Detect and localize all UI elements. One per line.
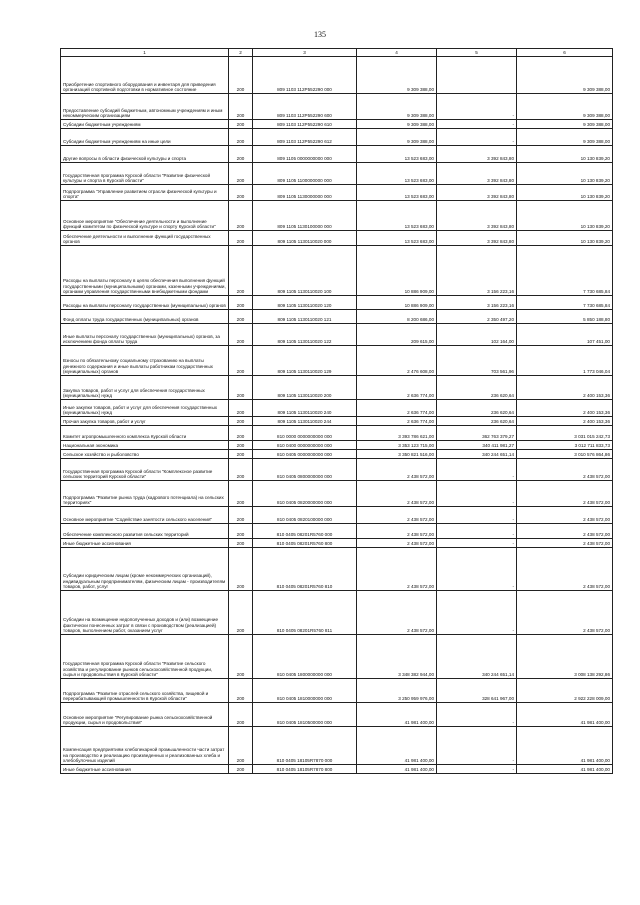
row-amount-approved-cell: 2 438 572,00	[357, 459, 437, 481]
row-name-cell: Взносы по обязательному социальному страхованию на выплаты денежного содержания и иные выплаты работникам государственных (муниципальных) органов	[61, 346, 229, 376]
row-name-cell: Субсидии юридическим лицам (кроме некоммерческих организаций), индивидуальным предпринимателям, физическим лицам - производителям товаров, работ, услуг	[61, 548, 229, 591]
row-name-cell: Обеспечение комплексного развития сельских территорий	[61, 524, 229, 539]
row-budget-code-cell: 809 1105 1130000000 000	[253, 185, 357, 201]
row-name-cell: Субсидии на возмещение недополученных доходов и (или) возмещение фактически понесенных затрат в связи с производством (реализацией) товаров, выполнением работ, оказанием услуг	[61, 591, 229, 635]
row-amount-approved-cell: 41 981 400,00	[357, 727, 437, 765]
row-amount-executed-cell: -	[437, 459, 517, 481]
col-header-3: 3	[253, 49, 357, 57]
row-column-2-cell: 200	[229, 591, 253, 635]
row-amount-executed-cell: 3 392 843,80	[437, 185, 517, 201]
row-budget-code-cell: 810 0405 08201R5760 800	[253, 539, 357, 548]
row-budget-code-cell: 810 0405 1810000000 000	[253, 679, 357, 703]
row-budget-code-cell: 810 0405 18105R7870 000	[253, 727, 357, 765]
row-amount-approved-cell: 41 981 400,00	[357, 765, 437, 774]
row-amount-executed-cell	[437, 57, 517, 94]
row-name-cell: Национальная экономика	[61, 441, 229, 450]
table-row	[61, 591, 613, 635]
row-budget-code-cell: 810 0405 0000000000 000	[253, 450, 357, 459]
row-name-cell: Компенсация предприятиям хлебопекарной промышленности части затрат на производство и реализацию произведенных и реализованных хлеба и хлебобулочных изделий	[61, 727, 229, 765]
row-budget-code-cell: 809 1105 1130110020 240	[253, 400, 357, 417]
row-amount-approved-cell: 2 636 774,00	[357, 400, 437, 417]
row-column-2-cell: 200	[229, 679, 253, 703]
row-name-cell: Иные закупки товаров, работ и услуг для обеспечения государственных (муниципальных) нужд	[61, 400, 229, 417]
row-budget-code-cell: 810 0405 1800000000 000	[253, 635, 357, 679]
row-amount-remaining-cell: 3 008 138 292,86	[517, 635, 613, 679]
row-amount-approved-cell: 209 615,00	[357, 324, 437, 346]
row-amount-executed-cell: -	[437, 129, 517, 146]
table-row	[61, 120, 613, 129]
row-name-cell: Обеспечение деятельности и выполнение функций государственных органов	[61, 231, 229, 246]
budget-table	[60, 48, 613, 774]
row-amount-executed-cell: 102 164,00	[437, 324, 517, 346]
row-name-cell: Иные бюджетные ассигнования	[61, 539, 229, 548]
row-amount-remaining-cell: 2 438 572,00	[517, 481, 613, 507]
row-budget-code-cell: 809 1103 112P552290 612	[253, 129, 357, 146]
row-column-2-cell: 200	[229, 231, 253, 246]
row-column-2-cell: 200	[229, 201, 253, 231]
row-amount-remaining-cell: 41 981 400,00	[517, 703, 613, 727]
row-column-2-cell: 200	[229, 441, 253, 450]
row-name-cell: Расходы на выплаты персоналу государственных (муниципальных) органов	[61, 296, 229, 310]
row-column-2-cell: 200	[229, 524, 253, 539]
row-amount-executed-cell: -	[437, 524, 517, 539]
table-row	[61, 426, 613, 441]
row-amount-executed-cell: 3 156 223,16	[437, 246, 517, 296]
table-row	[61, 727, 613, 765]
row-amount-approved-cell: 3 353 123 715,00	[357, 441, 437, 450]
row-amount-executed-cell: 340 411 981,27	[437, 441, 517, 450]
row-amount-remaining-cell: 1 773 046,04	[517, 346, 613, 376]
row-amount-approved-cell: 41 981 400,00	[357, 703, 437, 727]
row-amount-approved-cell: 2 636 774,00	[357, 376, 437, 400]
row-budget-code-cell: 810 0405 1810500000 000	[253, 703, 357, 727]
row-amount-executed-cell: 3 392 843,80	[437, 163, 517, 185]
row-budget-code-cell: 809 1105 1100000000 000	[253, 163, 357, 185]
row-column-2-cell: 200	[229, 296, 253, 310]
row-amount-executed-cell: -	[437, 481, 517, 507]
row-amount-approved-cell: 13 523 683,00	[357, 163, 437, 185]
row-name-cell: Подпрограмма "Развитие отраслей сельского хозяйства, пищевой и перерабатывающей промышленности в Курской области"	[61, 679, 229, 703]
table-row	[61, 310, 613, 324]
row-budget-code-cell: 809 1103 112P552290 000	[253, 57, 357, 94]
row-name-cell: Расходы на выплаты персоналу в целях обеспечения выполнения функций государственными (муниципальными) органами, казенными учреждениями, органами управления государственными внебюджетными фондами	[61, 246, 229, 296]
row-column-2-cell: 200	[229, 426, 253, 441]
row-name-cell: Комитет агропромышленного комплекса Курской области	[61, 426, 229, 441]
row-amount-executed-cell: -	[437, 703, 517, 727]
row-budget-code-cell: 809 1105 1130110020 200	[253, 376, 357, 400]
row-amount-executed-cell: 3 392 843,80	[437, 146, 517, 163]
table-row	[61, 400, 613, 417]
row-name-cell: Государственная программа Курской области "Развитие сельского хозяйства и регулирование рынков сельскохозяйственной продукции, сырья и продовольствия в Курской области"	[61, 635, 229, 679]
row-amount-executed-cell: -	[437, 548, 517, 591]
row-amount-executed-cell: -	[437, 94, 517, 120]
row-column-2-cell: 200	[229, 727, 253, 765]
row-amount-approved-cell: 9 309 388,00	[357, 57, 437, 94]
row-amount-remaining-cell: 41 981 400,00	[517, 765, 613, 774]
row-budget-code-cell: 809 1105 1130110020 121	[253, 310, 357, 324]
row-amount-executed-cell: -	[437, 507, 517, 524]
row-column-2-cell: 200	[229, 94, 253, 120]
row-column-2-cell: 200	[229, 481, 253, 507]
row-budget-code-cell: 810 0405 08201R5760 811	[253, 591, 357, 635]
row-column-2-cell: 200	[229, 703, 253, 727]
table-row	[61, 703, 613, 727]
row-name-cell: Сельское хозяйство и рыболовство	[61, 450, 229, 459]
row-amount-executed-cell: 3 392 843,80	[437, 201, 517, 231]
row-budget-code-cell: 809 1105 0000000000 000	[253, 146, 357, 163]
row-amount-remaining-cell: 7 730 685,84	[517, 246, 613, 296]
row-amount-remaining-cell: 3 010 576 864,86	[517, 450, 613, 459]
row-amount-remaining-cell: 5 850 188,80	[517, 310, 613, 324]
row-amount-remaining-cell: 2 400 153,36	[517, 376, 613, 400]
row-column-2-cell: 200	[229, 765, 253, 774]
row-column-2-cell: 200	[229, 163, 253, 185]
row-amount-approved-cell: 3 250 959 976,00	[357, 679, 437, 703]
row-budget-code-cell: 809 1105 1130110020 120	[253, 296, 357, 310]
row-budget-code-cell: 810 0000 0000000000 000	[253, 426, 357, 441]
row-amount-approved-cell: 13 523 683,00	[357, 201, 437, 231]
row-amount-executed-cell: -	[437, 539, 517, 548]
row-amount-remaining-cell: 7 730 685,84	[517, 296, 613, 310]
row-amount-approved-cell: 2 438 572,00	[357, 524, 437, 539]
table-row	[61, 539, 613, 548]
row-budget-code-cell: 809 1105 1130100000 000	[253, 201, 357, 231]
table-row	[61, 146, 613, 163]
table-row	[61, 296, 613, 310]
table-row	[61, 231, 613, 246]
row-amount-executed-cell: 362 763 379,27	[437, 426, 517, 441]
row-amount-remaining-cell: 2 438 572,00	[517, 539, 613, 548]
row-name-cell: Основное мероприятие "Регулирование рынка сельскохозяйственной продукции, сырья и продовольствия"	[61, 703, 229, 727]
row-amount-approved-cell: 10 886 909,00	[357, 296, 437, 310]
row-amount-approved-cell: 3 348 382 944,00	[357, 635, 437, 679]
row-column-2-cell: 200	[229, 635, 253, 679]
row-amount-approved-cell: 9 309 388,00	[357, 129, 437, 146]
row-column-2-cell: 200	[229, 57, 253, 94]
row-name-cell: Основное мероприятие "Содействие занятости сельского населения"	[61, 507, 229, 524]
row-amount-executed-cell: 3 156 223,16	[437, 296, 517, 310]
row-budget-code-cell: 809 1105 1130110020 129	[253, 346, 357, 376]
table-row	[61, 635, 613, 679]
row-amount-executed-cell: 236 620,64	[437, 376, 517, 400]
row-column-2-cell: 200	[229, 246, 253, 296]
row-amount-remaining-cell: 9 309 388,00	[517, 129, 613, 146]
row-budget-code-cell: 809 1103 112P552290 600	[253, 94, 357, 120]
row-amount-executed-cell: 340 244 651,14	[437, 635, 517, 679]
table-row	[61, 57, 613, 94]
row-amount-approved-cell: 2 438 572,00	[357, 539, 437, 548]
row-column-2-cell: 200	[229, 548, 253, 591]
table-row	[61, 163, 613, 185]
row-amount-remaining-cell: 2 400 153,36	[517, 400, 613, 417]
row-column-2-cell: 200	[229, 310, 253, 324]
row-amount-remaining-cell: 2 438 572,00	[517, 524, 613, 539]
row-amount-remaining-cell: 9 309 388,00	[517, 57, 613, 94]
table-row	[61, 679, 613, 703]
row-amount-executed-cell: 328 641 967,00	[437, 679, 517, 703]
row-amount-executed-cell: -	[437, 591, 517, 635]
row-amount-executed-cell: 3 392 843,80	[437, 231, 517, 246]
row-column-2-cell: 200	[229, 400, 253, 417]
col-header-4: 4	[357, 49, 437, 57]
row-name-cell: Субсидии бюджетным учреждениям на иные цели	[61, 129, 229, 146]
row-column-2-cell: 200	[229, 539, 253, 548]
row-budget-code-cell: 809 1105 1130110020 100	[253, 246, 357, 296]
row-amount-remaining-cell: 10 130 839,20	[517, 231, 613, 246]
row-amount-remaining-cell: 10 130 839,20	[517, 201, 613, 231]
row-column-2-cell: 200	[229, 146, 253, 163]
row-amount-approved-cell: 2 438 572,00	[357, 591, 437, 635]
row-amount-remaining-cell: 2 438 572,00	[517, 507, 613, 524]
row-column-2-cell: 200	[229, 185, 253, 201]
row-amount-remaining-cell: 10 130 839,20	[517, 185, 613, 201]
row-column-2-cell: 200	[229, 346, 253, 376]
row-name-cell: Государственная программа Курской области "Комплексное развитие сельских территорий Курской области"	[61, 459, 229, 481]
page-number: 135	[314, 30, 326, 39]
row-name-cell: Субсидии бюджетным учреждениям	[61, 120, 229, 129]
row-amount-remaining-cell: 107 451,00	[517, 324, 613, 346]
row-amount-remaining-cell: 10 130 839,20	[517, 163, 613, 185]
row-budget-code-cell: 810 0405 08201R5760 810	[253, 548, 357, 591]
table-body	[61, 57, 613, 774]
table-row	[61, 417, 613, 426]
table-row	[61, 376, 613, 400]
row-amount-executed-cell: 340 244 651,14	[437, 450, 517, 459]
row-name-cell: Иные выплаты персоналу государственных (муниципальных) органов, за исключением фонда оплаты труда	[61, 324, 229, 346]
row-amount-approved-cell: 2 438 572,00	[357, 481, 437, 507]
col-header-2: 2	[229, 49, 253, 57]
table-row	[61, 507, 613, 524]
table-row	[61, 441, 613, 450]
table-row	[61, 765, 613, 774]
row-amount-executed-cell: -	[437, 765, 517, 774]
row-amount-remaining-cell: 3 031 015 242,73	[517, 426, 613, 441]
row-budget-code-cell: 810 0405 0820100000 000	[253, 507, 357, 524]
row-amount-executed-cell: -	[437, 727, 517, 765]
row-name-cell: Приобретение спортивного оборудования и инвентаря для приведения организаций спортивной подготовки в нормативное состояние	[61, 57, 229, 94]
row-amount-approved-cell: 13 523 683,00	[357, 185, 437, 201]
row-amount-remaining-cell: 41 981 400,00	[517, 727, 613, 765]
table-row	[61, 450, 613, 459]
table-row	[61, 481, 613, 507]
row-name-cell: Фонд оплаты труда государственных (муниципальных) органов	[61, 310, 229, 324]
table-row	[61, 324, 613, 346]
table-header-row	[61, 49, 613, 57]
table-row	[61, 524, 613, 539]
row-amount-approved-cell: 2 438 572,00	[357, 548, 437, 591]
row-amount-executed-cell: -	[437, 120, 517, 129]
row-name-cell: Подпрограмма "Управление развитием отрасли физической культуры и спорта"	[61, 185, 229, 201]
row-budget-code-cell: 810 0405 08201R5760 000	[253, 524, 357, 539]
row-amount-approved-cell: 3 393 786 621,00	[357, 426, 437, 441]
row-amount-executed-cell: 236 620,64	[437, 417, 517, 426]
row-amount-approved-cell: 2 476 608,00	[357, 346, 437, 376]
row-budget-code-cell: 809 1105 1130110020 000	[253, 231, 357, 246]
row-amount-executed-cell: 2 350 497,20	[437, 310, 517, 324]
row-column-2-cell: 200	[229, 129, 253, 146]
row-amount-remaining-cell: 10 130 839,20	[517, 146, 613, 163]
row-column-2-cell: 200	[229, 376, 253, 400]
row-name-cell: Предоставление субсидий бюджетным, автономным учреждениям и иным некоммерческим организациям	[61, 94, 229, 120]
row-column-2-cell: 200	[229, 459, 253, 481]
row-amount-remaining-cell: 2 438 572,00	[517, 591, 613, 635]
row-budget-code-cell: 810 0405 0820000000 000	[253, 481, 357, 507]
row-name-cell: Государственная программа Курской области "Развитие физической культуры и спорта в Курской области"	[61, 163, 229, 185]
row-amount-approved-cell: 8 200 686,00	[357, 310, 437, 324]
row-amount-approved-cell: 2 438 572,00	[357, 507, 437, 524]
row-name-cell: Иные бюджетные ассигнования	[61, 765, 229, 774]
row-amount-remaining-cell: 9 309 388,00	[517, 120, 613, 129]
row-name-cell: Закупка товаров, работ и услуг для обеспечения государственных (муниципальных) нужд	[61, 376, 229, 400]
col-header-6: 6	[517, 49, 613, 57]
row-amount-remaining-cell: 2 400 153,36	[517, 417, 613, 426]
row-column-2-cell: 200	[229, 417, 253, 426]
table-row	[61, 548, 613, 591]
row-budget-code-cell: 809 1103 112P552290 610	[253, 120, 357, 129]
row-amount-remaining-cell: 3 012 711 833,73	[517, 441, 613, 450]
row-amount-approved-cell: 10 886 909,00	[357, 246, 437, 296]
row-amount-approved-cell: 9 309 388,00	[357, 94, 437, 120]
table-row	[61, 346, 613, 376]
row-amount-approved-cell: 9 309 388,00	[357, 120, 437, 129]
row-name-cell: Подпрограмма "Развитие рынка труда (кадрового потенциала) на сельских территориях"	[61, 481, 229, 507]
row-name-cell: Основное мероприятие "Обеспечение деятельности и выполнение функций комитетом по физической культуре и спорту Курской области"	[61, 201, 229, 231]
row-amount-approved-cell: 13 523 683,00	[357, 146, 437, 163]
row-column-2-cell: 200	[229, 450, 253, 459]
row-name-cell: Другие вопросы в области физической культуры и спорта	[61, 146, 229, 163]
row-budget-code-cell: 810 0405 0800000000 000	[253, 459, 357, 481]
row-amount-approved-cell: 2 636 774,00	[357, 417, 437, 426]
table-row	[61, 129, 613, 146]
row-budget-code-cell: 809 1105 1130110020 122	[253, 324, 357, 346]
col-header-1: 1	[61, 49, 229, 57]
row-budget-code-cell: 810 0400 0000000000 000	[253, 441, 357, 450]
table-row	[61, 246, 613, 296]
row-amount-remaining-cell: 2 922 228 009,00	[517, 679, 613, 703]
table-row	[61, 201, 613, 231]
row-amount-approved-cell: 13 523 683,00	[357, 231, 437, 246]
row-amount-remaining-cell: 9 309 388,00	[517, 94, 613, 120]
row-budget-code-cell: 810 0405 18105R7870 800	[253, 765, 357, 774]
table-row	[61, 185, 613, 201]
row-amount-approved-cell: 3 350 821 516,00	[357, 450, 437, 459]
col-header-5: 5	[437, 49, 517, 57]
row-amount-remaining-cell: 2 438 572,00	[517, 548, 613, 591]
row-budget-code-cell: 809 1105 1130110020 244	[253, 417, 357, 426]
row-column-2-cell: 200	[229, 120, 253, 129]
row-amount-executed-cell: 703 561,96	[437, 346, 517, 376]
row-column-2-cell: 200	[229, 324, 253, 346]
row-column-2-cell: 200	[229, 507, 253, 524]
table-row	[61, 94, 613, 120]
row-amount-remaining-cell: 2 438 572,00	[517, 459, 613, 481]
table-row	[61, 459, 613, 481]
row-name-cell: Прочая закупка товаров, работ и услуг	[61, 417, 229, 426]
row-amount-executed-cell: 236 620,64	[437, 400, 517, 417]
